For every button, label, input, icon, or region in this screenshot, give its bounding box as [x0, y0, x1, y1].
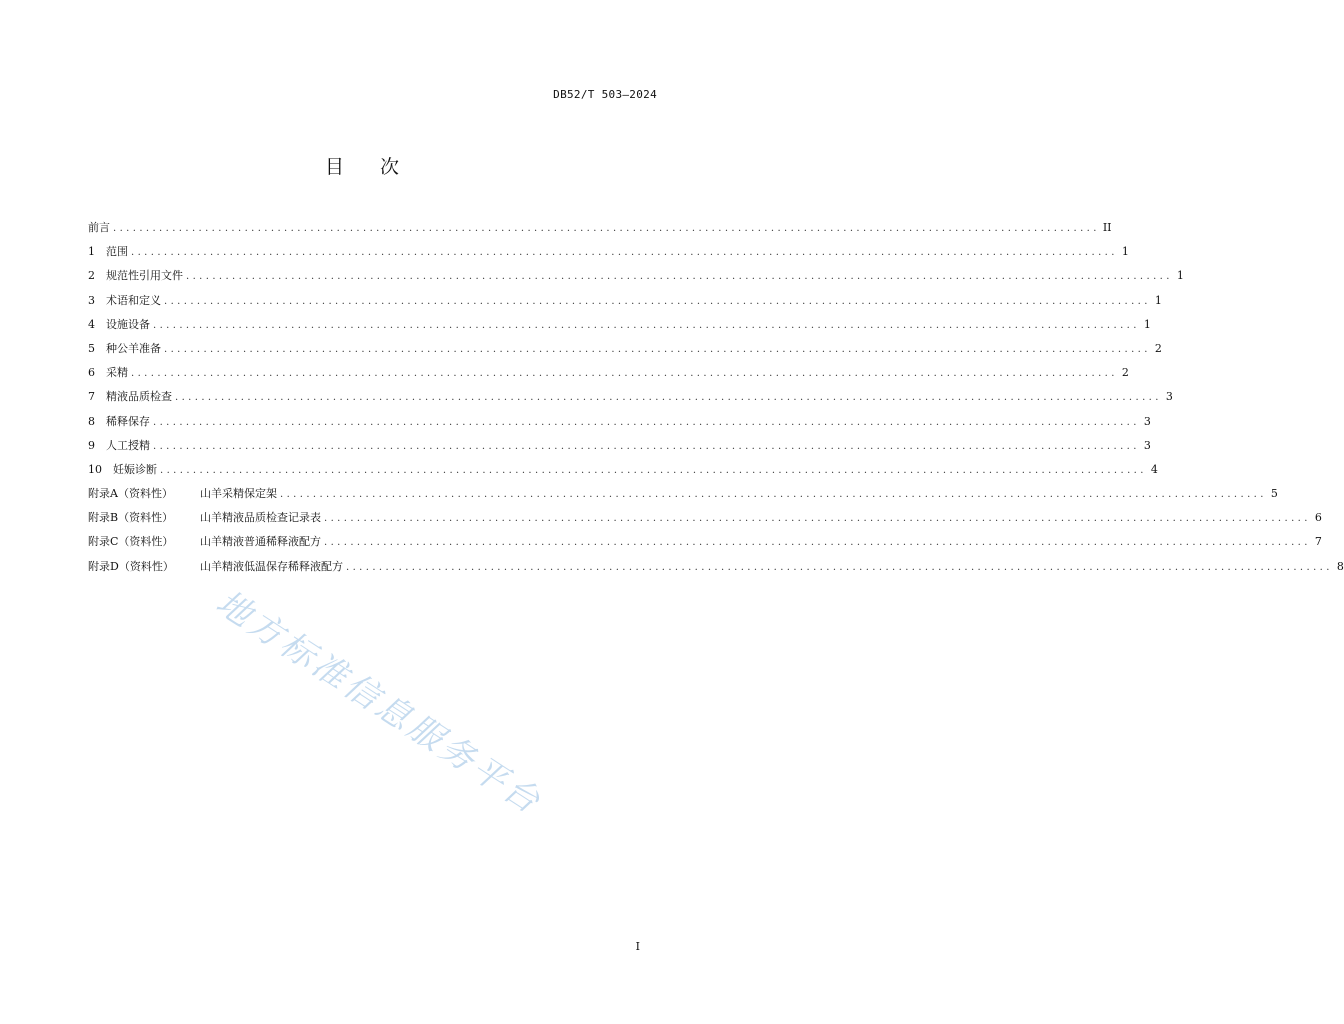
dot-leader: ......................................................................................................................................................	[164, 343, 1151, 355]
toc-entry-label: 采精	[106, 366, 128, 380]
toc-entry-page: 7	[1314, 535, 1322, 549]
dot-leader: ......................................................................................................................................................	[280, 489, 1267, 501]
dot-leader: ......................................................................................................................................................	[131, 247, 1118, 259]
table-of-contents	[88, 219, 1344, 582]
toc-entry-number: 6	[88, 366, 95, 380]
toc-entry-page: 4	[1150, 462, 1158, 476]
toc-entry-label: 山羊精液品质检查记录表	[200, 511, 321, 525]
toc-entry-page: 1	[1143, 317, 1151, 331]
dot-leader: ......................................................................................................................................................	[186, 271, 1173, 283]
toc-entry-page: 8	[1336, 559, 1344, 573]
dot-leader: ......................................................................................................................................................	[131, 368, 1118, 380]
toc-entry-number: 2	[88, 269, 95, 283]
toc-entry-number: 附录C（资料性）	[88, 535, 174, 549]
toc-entry-label: 种公羊准备	[106, 341, 161, 355]
toc-entry-label: 人工授精	[106, 438, 150, 452]
toc-entry-3[interactable]	[88, 292, 1162, 316]
toc-entry-number: 1	[88, 245, 95, 259]
toc-entry-appendix-b[interactable]	[88, 509, 1322, 533]
toc-entry-label: 规范性引用文件	[106, 269, 183, 283]
toc-entry-page: 3	[1143, 414, 1151, 428]
toc-entry-page: II	[1102, 221, 1112, 234]
toc-entry-appendix-a[interactable]	[88, 485, 1278, 509]
toc-entry-7[interactable]	[88, 388, 1173, 412]
toc-entry-label: 稀释保存	[106, 414, 150, 428]
dot-leader: ......................................................................................................................................................	[153, 319, 1140, 331]
dot-leader: ......................................................................................................................................................	[324, 513, 1311, 525]
dot-leader: ......................................................................................................................................................	[175, 392, 1162, 404]
toc-entry-page: 3	[1143, 438, 1151, 452]
toc-entry-label: 山羊采精保定架	[200, 487, 277, 501]
toc-entry-page: 6	[1314, 511, 1322, 525]
toc-entry-page: 1	[1121, 245, 1129, 259]
toc-entry-appendix-d[interactable]	[88, 558, 1344, 582]
toc-entry-page: 5	[1270, 487, 1278, 501]
toc-entry-label: 山羊精液低温保存稀释液配方	[200, 559, 343, 573]
toc-entry-label: 妊娠诊断	[113, 462, 157, 476]
toc-entry-page: 1	[1176, 269, 1184, 283]
watermark-text: 地方标准信息服务平台	[208, 582, 550, 824]
toc-entry-number: 8	[88, 414, 95, 428]
toc-entry-5[interactable]	[88, 340, 1162, 364]
page-title: 目次	[324, 156, 435, 178]
toc-entry-1[interactable]	[88, 243, 1129, 267]
toc-entry-label: 山羊精液普通稀释液配方	[200, 535, 321, 549]
page-number: I	[635, 940, 640, 953]
toc-entry-label: 前言	[88, 221, 110, 234]
toc-entry-number: 附录A（资料性）	[88, 487, 173, 501]
toc-entry-number: 3	[88, 293, 95, 307]
toc-entry-number: 附录B（资料性）	[88, 511, 174, 525]
toc-entry-page: 3	[1165, 390, 1173, 404]
toc-entry-page: 2	[1154, 341, 1162, 355]
toc-entry-10[interactable]	[88, 461, 1158, 485]
toc-entry-number: 7	[88, 390, 95, 404]
toc-entry-8[interactable]	[88, 413, 1151, 437]
dot-leader: ......................................................................................................................................................	[164, 295, 1151, 307]
dot-leader: ......................................................................................................................................................	[346, 561, 1333, 573]
toc-entry-label: 范围	[106, 245, 128, 259]
toc-entry-2[interactable]	[88, 267, 1184, 291]
toc-entry-label: 设施设备	[106, 317, 150, 331]
standard-code: DB52/T 503—2024	[553, 88, 657, 101]
toc-entry-label: 术语和定义	[106, 293, 161, 307]
toc-entry-6[interactable]	[88, 364, 1129, 388]
dot-leader: ......................................................................................................................................................	[160, 464, 1147, 476]
toc-entry-foreword[interactable]	[88, 219, 1112, 243]
dot-leader: ......................................................................................................................................................	[113, 223, 1100, 234]
toc-entry-number: 附录D（资料性）	[88, 559, 174, 573]
toc-entry-page: 2	[1121, 366, 1129, 380]
toc-entry-number: 5	[88, 341, 95, 355]
toc-entry-number: 9	[88, 438, 95, 452]
toc-entry-number: 10	[88, 462, 102, 476]
toc-entry-appendix-c[interactable]	[88, 533, 1322, 557]
dot-leader: ......................................................................................................................................................	[153, 416, 1140, 428]
dot-leader: ......................................................................................................................................................	[324, 537, 1311, 549]
toc-entry-9[interactable]	[88, 437, 1151, 461]
dot-leader: ......................................................................................................................................................	[153, 440, 1140, 452]
toc-entry-number: 4	[88, 317, 95, 331]
toc-entry-4[interactable]	[88, 316, 1151, 340]
toc-entry-label: 精液品质检查	[106, 390, 172, 404]
toc-entry-page: 1	[1154, 293, 1162, 307]
